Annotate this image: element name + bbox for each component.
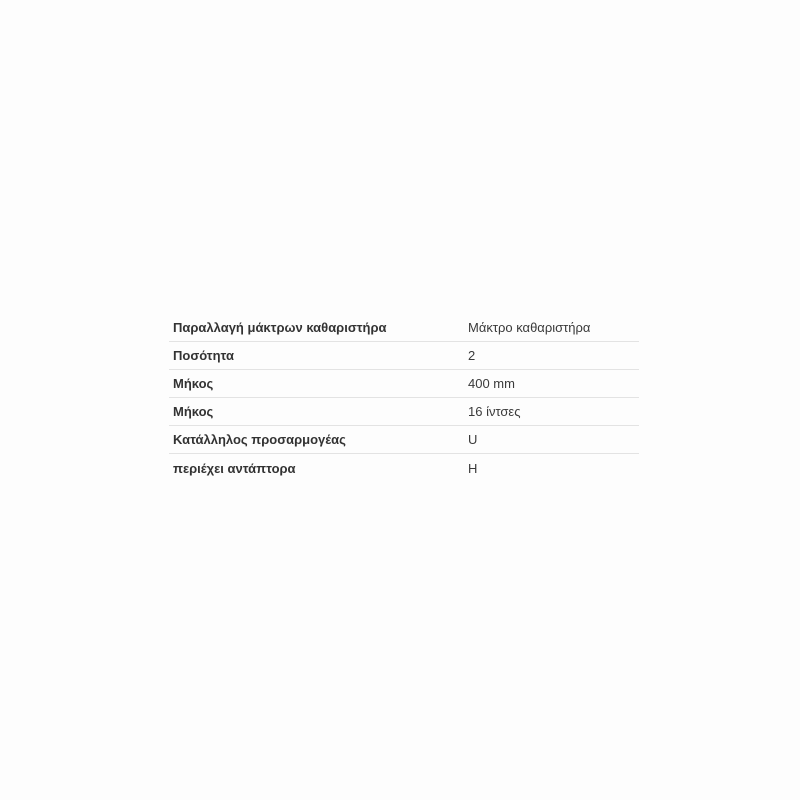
specifications-table (169, 314, 639, 482)
spec-value: 400 mm (468, 376, 515, 391)
spec-label: Παραλλαγή μάκτρων καθαριστήρα (173, 320, 387, 335)
spec-label: Ποσότητα (173, 348, 234, 363)
spec-row-quantity (169, 342, 639, 370)
spec-label: Μήκος (173, 376, 214, 391)
spec-value: 2 (468, 348, 476, 363)
spec-value: U (468, 432, 478, 447)
spec-row-includes-adapter (169, 454, 639, 482)
spec-label: περιέχει αντάπτορα (173, 460, 296, 476)
spec-value: H (468, 460, 478, 476)
spec-row-length-mm (169, 370, 639, 398)
spec-label: Μήκος (173, 404, 214, 419)
spec-row-length-inches (169, 398, 639, 426)
spec-label: Κατάλληλος προσαρμογέας (173, 432, 346, 447)
spec-row-suitable-adapter (169, 426, 639, 454)
spec-row-wiper-variant (169, 314, 639, 342)
spec-value: 16 ίντσες (468, 404, 521, 419)
spec-value: Μάκτρο καθαριστήρα (468, 320, 591, 335)
